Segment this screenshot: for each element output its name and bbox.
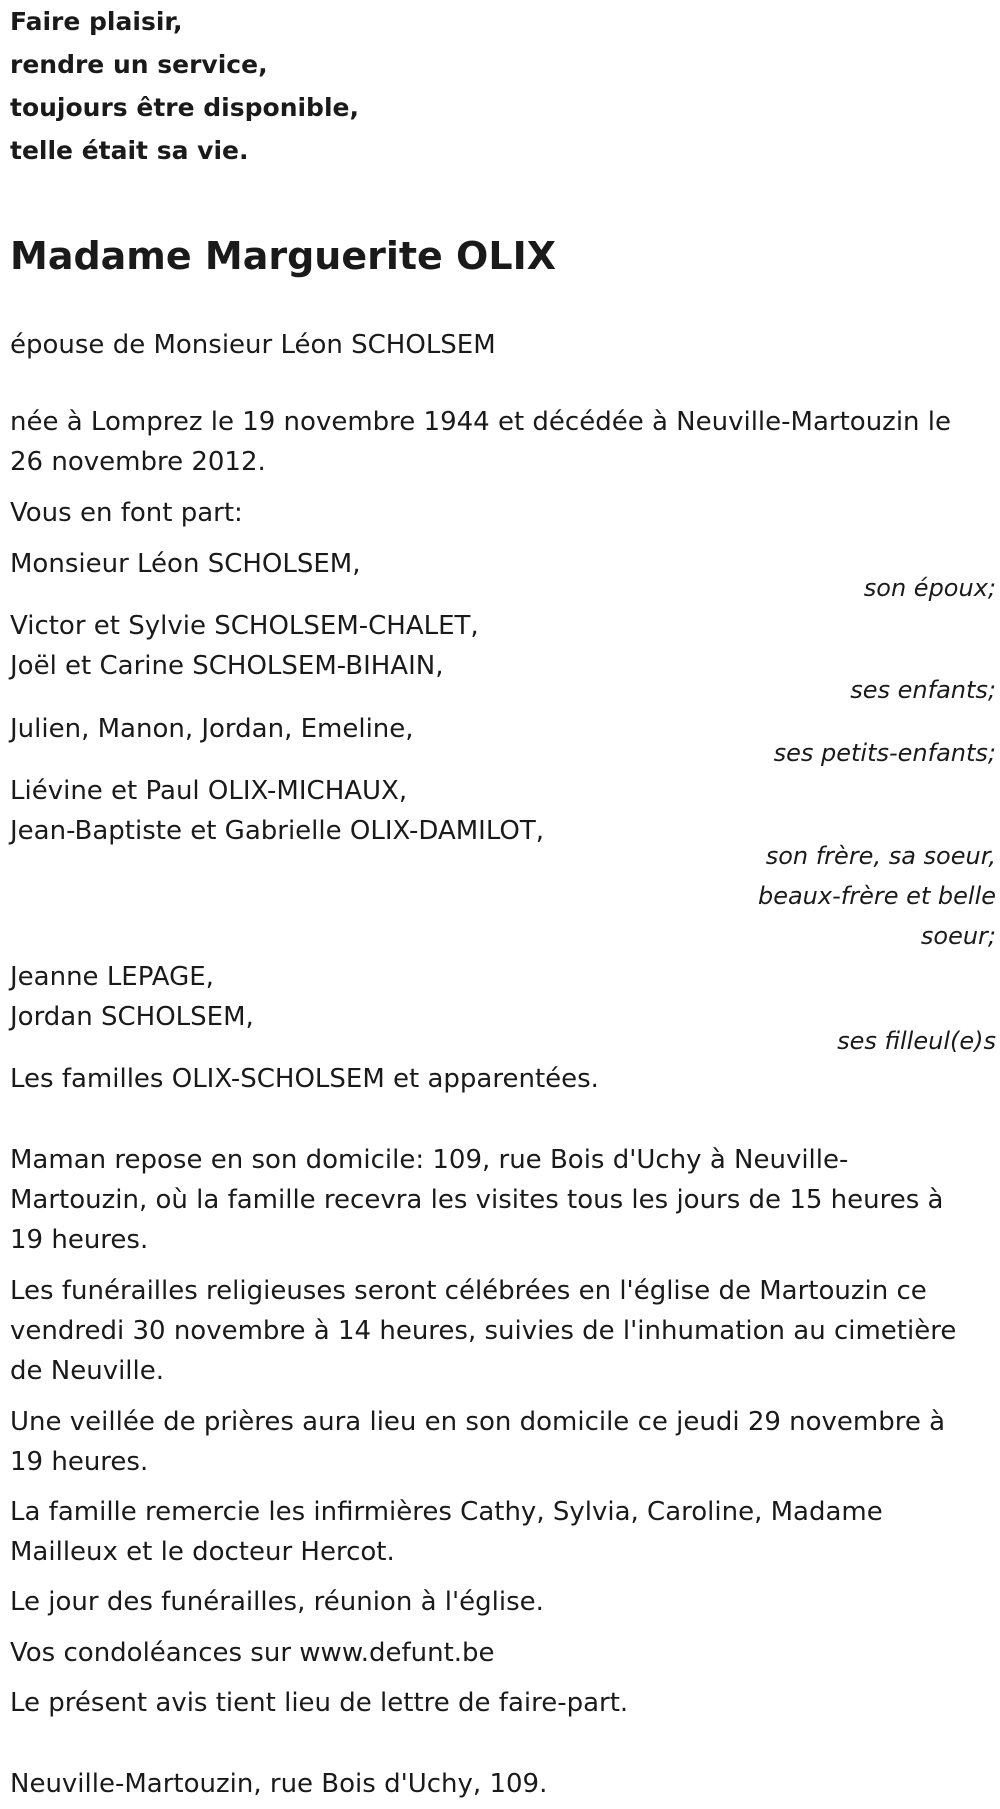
relation-label: son époux;	[863, 574, 996, 602]
vigil-info-line: Une veillée de prières aura lieu en son domicile ce jeudi 29 novembre à	[10, 1407, 946, 1437]
condolences-line: Vos condoléances sur www.defunt.be	[10, 1638, 495, 1668]
thanks-line: La famille remercie les infirmières Cathy, Sylvia, Caroline, Madame	[10, 1497, 883, 1527]
notice-line: Le présent avis tient lieu de lettre de faire-part.	[10, 1688, 629, 1718]
relation-label: beaux-frère et belle	[757, 882, 996, 910]
rest-info-line: Maman repose en son domicile: 109, rue Bois d'Uchy à Neuville-	[10, 1145, 849, 1175]
relation-label: ses enfants;	[850, 676, 996, 704]
announcer-name: Jordan SCHOLSEM,	[10, 1002, 254, 1032]
birth-death-line: 26 novembre 2012.	[10, 447, 266, 477]
funeral-info-line: Les funérailles religieuses seront célébrées en l'église de Martouzin ce	[10, 1276, 927, 1306]
poem-line: Faire plaisir,	[10, 7, 183, 36]
rest-info-line: Martouzin, où la famille recevra les visites tous les jours de 15 heures à	[10, 1185, 944, 1215]
spouse-line: épouse de Monsieur Léon SCHOLSEM	[10, 330, 496, 360]
relation-label: ses petits-enfants;	[773, 739, 996, 767]
announcer-name: Julien, Manon, Jordan, Emeline,	[10, 714, 414, 744]
meeting-line: Le jour des funérailles, réunion à l'église.	[10, 1587, 544, 1617]
announcers-intro: Vous en font part:	[10, 498, 243, 528]
relation-label: ses filleul(e)s	[837, 1027, 996, 1055]
poem-line: telle était sa vie.	[10, 136, 249, 165]
families-line: Les familles OLIX-SCHOLSEM et apparentées.	[10, 1064, 599, 1094]
poem-line: toujours être disponible,	[10, 93, 359, 122]
announcer-name: Monsieur Léon SCHOLSEM,	[10, 549, 361, 579]
vigil-info-line: 19 heures.	[10, 1447, 149, 1477]
birth-death-line: née à Lomprez le 19 novembre 1944 et décédée à Neuville-Martouzin le	[10, 407, 952, 437]
deceased-name: Madame Marguerite OLIX	[10, 234, 557, 278]
poem-line: rendre un service,	[10, 50, 268, 79]
announcer-name: Jean-Baptiste et Gabrielle OLIX-DAMILOT,	[10, 816, 545, 846]
announcer-name: Jeanne LEPAGE,	[10, 962, 214, 992]
funeral-info-line: de Neuville.	[10, 1356, 165, 1386]
funeral-info-line: vendredi 30 novembre à 14 heures, suivies de l'inhumation au cimetière	[10, 1316, 957, 1346]
relation-label: soeur;	[920, 922, 996, 950]
address-line: Neuville-Martouzin, rue Bois d'Uchy, 109.	[10, 1769, 548, 1799]
thanks-line: Mailleux et le docteur Hercot.	[10, 1537, 395, 1567]
rest-info-line: 19 heures.	[10, 1225, 149, 1255]
announcer-name: Liévine et Paul OLIX-MICHAUX,	[10, 776, 408, 806]
relation-label: son frère, sa soeur,	[765, 842, 996, 870]
announcer-name: Joël et Carine SCHOLSEM-BIHAIN,	[10, 651, 444, 681]
announcer-name: Victor et Sylvie SCHOLSEM-CHALET,	[10, 611, 479, 641]
